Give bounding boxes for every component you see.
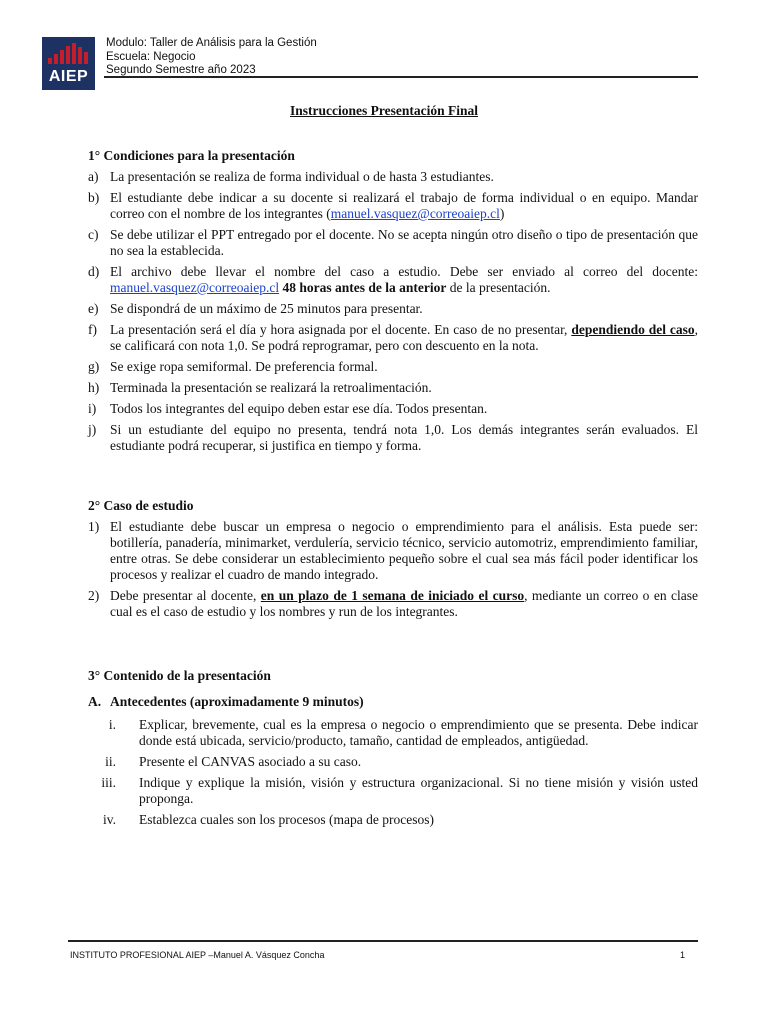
header-info [106,37,317,78]
list-item [88,717,698,749]
list-marker: g) [88,359,100,374]
list-marker: h) [88,380,100,395]
list-marker: f) [88,322,97,337]
email-link[interactable]: manuel.vasquez@correoaiep.cl [330,206,500,221]
header-school: Escuela: Negocio [106,50,196,63]
list-marker: b) [88,190,100,205]
item-text: Explicar, brevemente, cual es la empresa o negocio o emprendimiento que se presenta. Debe indicar donde está ubicada, servicio/producto, tamaño, cantidad de empleados, antigüedad. [139,717,698,748]
item-text: Todos los integrantes del equipo deben estar ese día. Todos presentan. [110,401,488,416]
list-marker: 2) [88,588,100,603]
footer-text: INSTITUTO PROFESIONAL AIEP –Manuel A. Vásquez Concha [70,950,325,960]
deadline-emphasis: en un plazo de 1 semana de iniciado el curso [260,588,525,603]
list-item [88,169,698,185]
item-text: Se exige ropa semiformal. De preferencia formal. [110,359,378,374]
subsection-heading [88,694,364,710]
list-marker: e) [88,301,99,316]
subsection-title: Antecedentes (aproximadamente 9 minutos) [110,694,364,709]
list-marker: a) [88,169,99,184]
item-text: El estudiante debe indicar a su docente si realizará el trabajo de forma individual o en equipo. Mandar correo con el nombre de los integrantes ( [110,190,698,221]
item-text: , se calificará con nota 1,0. Se podrá reprogramar, pero con descuento en la nota. [110,322,698,353]
case-emphasis: dependiendo del caso [571,322,695,337]
list-marker: i. [108,717,116,732]
deadline-emphasis: 48 horas antes de la anterior [279,280,447,295]
list-item [88,401,698,417]
header-module: Modulo: Taller de Análisis para la Gestión [106,37,317,49]
item-text: Presente el CANVAS asociado a su caso. [139,754,362,769]
item-text: Se dispondrá de un máximo de 25 minutos para presentar. [110,301,423,316]
list-marker: 1) [88,519,100,534]
list-marker: ii. [105,754,116,769]
list-item [88,380,698,396]
subsection-marker: A. [88,694,102,709]
list-item [88,588,698,620]
list-marker: iii. [101,775,116,790]
email-link[interactable]: manuel.vasquez@correoaiep.cl [110,280,280,295]
list-marker: j) [88,422,97,437]
document-title: Instrucciones Presentación Final [290,103,478,118]
item-text: , mediante un correo o en clase cual es el caso de estudio y los nombres y run de los integrantes. [110,588,698,619]
header-semester: Segundo Semestre año 2023 [106,64,256,76]
list-marker: iv. [103,812,116,827]
footer-divider [68,940,698,942]
list-marker: i) [88,401,97,416]
aiep-logo [42,37,95,90]
page-number: 1 [680,950,686,960]
logo-text: AIEP [48,68,89,85]
item-text: El archivo debe llevar el nombre del caso a estudio. Debe ser enviado al correo del docente: [110,264,698,279]
list-item [88,227,698,259]
item-text: Establezca cuales son los procesos (mapa de procesos) [139,812,435,827]
item-text: El estudiante debe buscar un empresa o negocio o emprendimiento para el análisis. Esta puede ser: botillería, panadería, minimarket, verdulería, servicio técnico, servicio automotriz, emprendimiento familiar, entre otras. Se debe considerar un establecimiento pequeño sobre el cual sea más fácil poder identificar los procesos y realizar el cuadro de mando integrado. [110,519,698,582]
item-text: La presentación será el día y hora asignada por el docente. En caso de no presentar, [110,322,572,337]
section2-list [88,519,698,625]
section3-list [88,717,698,833]
item-text: ) [499,206,505,221]
item-text: Indique y explique la misión, visión y estructura organizacional. Si no tiene misión y visión usted proponga. [139,775,698,806]
item-text: Debe presentar al docente, [110,588,261,603]
list-item [88,422,698,454]
logo-bars-icon [48,42,90,64]
item-text: La presentación se realiza de forma individual o de hasta 3 estudiantes. [110,169,494,184]
list-item [88,301,698,317]
list-item [88,264,698,296]
item-text: Se debe utilizar el PPT entregado por el docente. No se acepta ningún otro diseño o tipo de presentación que no sea la establecida. [110,227,698,258]
item-text: Terminada la presentación se realizará la retroalimentación. [110,380,432,395]
section1-heading: 1° Condiciones para la presentación [88,148,295,163]
section2-heading: 2° Caso de estudio [88,498,194,513]
list-item [88,754,698,770]
page-header [42,37,698,90]
list-item [88,322,698,354]
list-marker: d) [88,264,100,279]
list-marker: c) [88,227,99,242]
item-text: Si un estudiante del equipo no presenta, tendrá nota 1,0. Los demás integrantes serán evaluados. El estudiante podrá recuperar, si justifica en tiempo y forma. [110,422,698,453]
list-item [88,519,698,583]
list-item [88,359,698,375]
list-item [88,190,698,222]
section1-list [88,169,698,459]
item-text: de la presentación. [446,280,551,295]
section3-heading: 3° Contenido de la presentación [88,668,271,683]
list-item [88,775,698,807]
header-divider [104,76,698,78]
list-item [88,812,698,828]
